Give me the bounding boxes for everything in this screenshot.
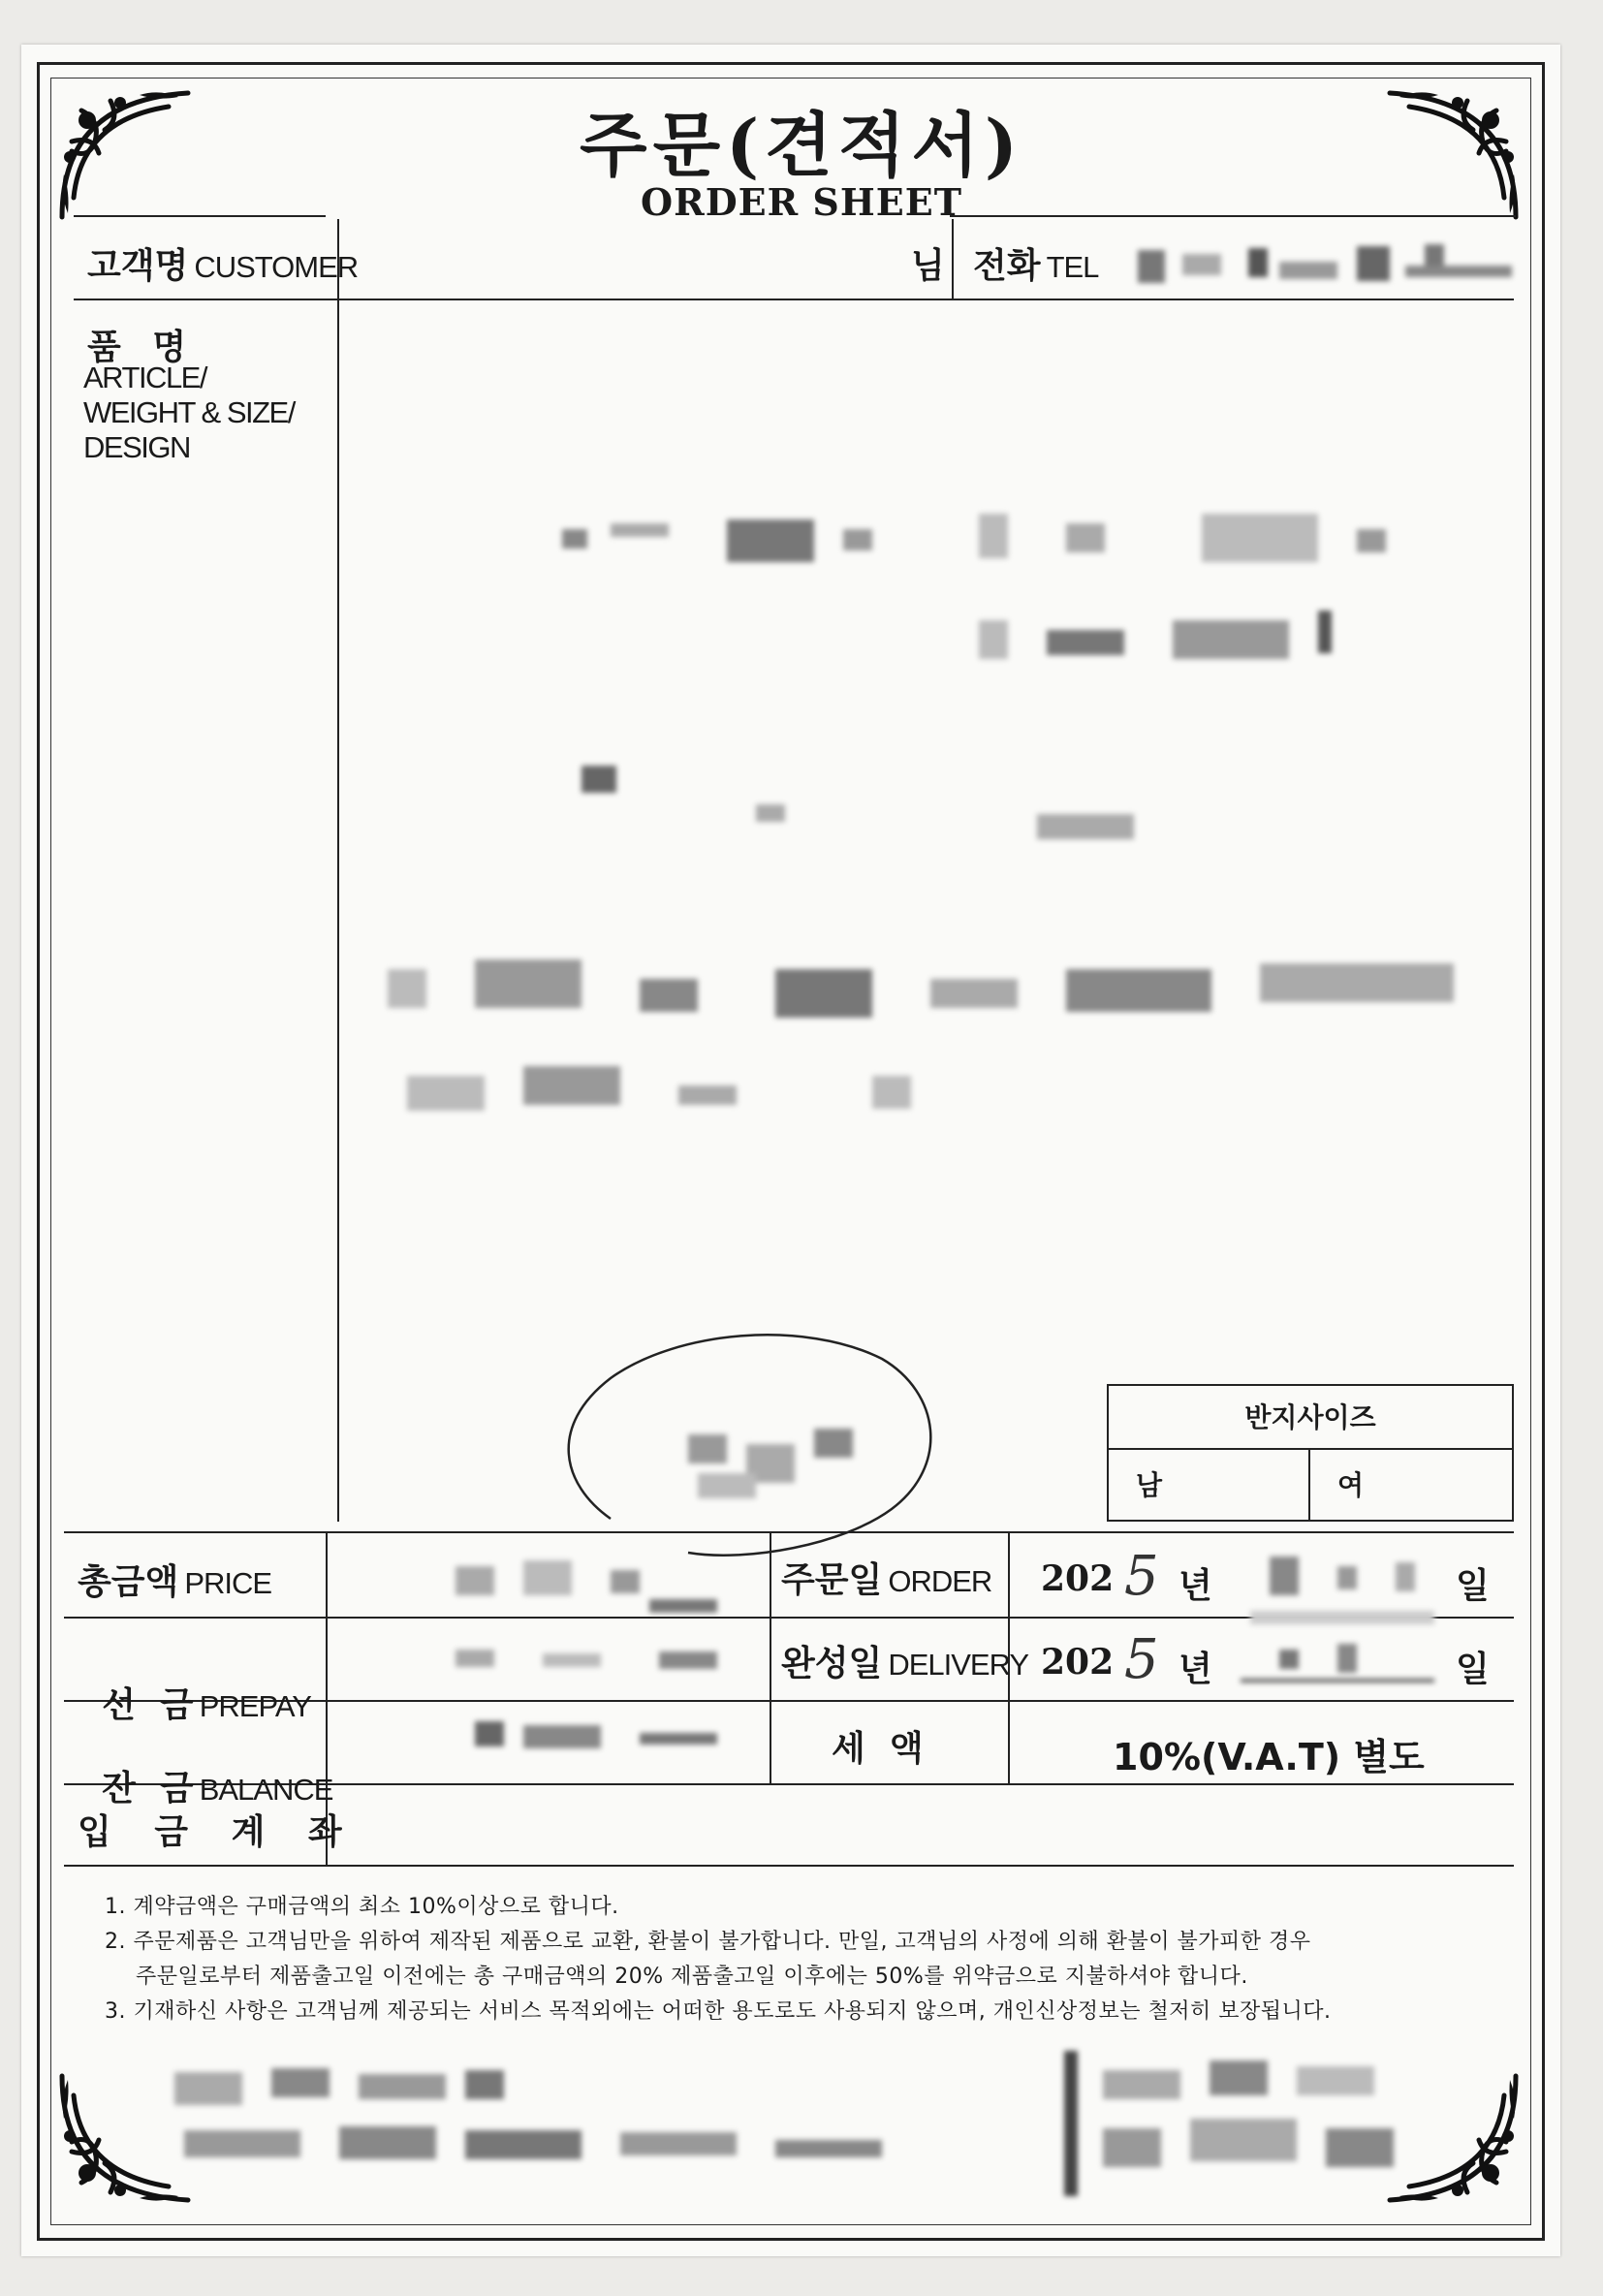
header-rule	[74, 215, 326, 217]
order-year-unit: 년	[1179, 1565, 1212, 1606]
delivery-date-label-ko: 완성일	[781, 1644, 883, 1683]
order-year-handwritten: 5	[1124, 1545, 1159, 1608]
customer-label-ko: 고객명	[87, 246, 189, 286]
balance-label	[78, 1721, 332, 1810]
column-rule	[770, 1531, 771, 1783]
article-label-en	[83, 361, 295, 465]
label-column-rule	[337, 219, 339, 1522]
customer-honorific: 님	[911, 246, 945, 286]
article-label-en-line1: ARTICLE/	[83, 361, 206, 394]
delivery-date-label-en: DELIVERY	[888, 1648, 1029, 1682]
ring-size-box	[1107, 1384, 1514, 1522]
tax-value: 10%(V.A.T) 별도	[1113, 1736, 1425, 1778]
price-label-en: PRICE	[184, 1566, 272, 1600]
balance-label-en: BALANCE	[199, 1773, 333, 1807]
terms-notes	[105, 1890, 1332, 2029]
row-rule	[74, 299, 1514, 300]
dates-redacted	[1241, 1543, 1454, 1698]
tel-label-ko: 전화	[973, 246, 1041, 286]
ring-size-title: 반지사이즈	[1109, 1386, 1512, 1450]
amounts-redacted	[446, 1547, 737, 1770]
article-label-ko: 품 명	[87, 328, 197, 367]
customer-label	[87, 238, 358, 288]
store-info-redacted	[174, 2062, 911, 2179]
prepay-label	[78, 1638, 311, 1727]
prepay-label-en: PREPAY	[199, 1689, 311, 1723]
price-label	[78, 1555, 271, 1604]
customer-label-en: CUSTOMER	[194, 250, 359, 284]
order-date-label-ko: 주문일	[781, 1560, 883, 1600]
delivery-year-unit: 년	[1179, 1649, 1212, 1689]
ring-size-female: 여	[1337, 1469, 1365, 1501]
document-title: 주문(견적서)	[580, 104, 1023, 186]
article-label-en-line2: WEIGHT & SIZE/	[83, 395, 295, 429]
delivery-year-handwritten: 5	[1124, 1628, 1159, 1691]
article-label-en-line3: DESIGN	[83, 430, 190, 464]
note-2: 2. 주문제품은 고객님만을 위하여 제작된 제품으로 교환, 환불이 불가합니다. 만일, 고객님의 사정에 의해 환불이 불가피한 경우	[105, 1930, 1311, 1954]
order-year-prefix: 202	[1041, 1558, 1115, 1599]
note-3: 3. 기재하신 사항은 고객님께 제공되는 서비스 목적외에는 어떠한 용도로도 사용되지 않으며, 개인신상정보는 철저히 보장됩니다.	[105, 1999, 1332, 2024]
prepay-label-ko: 선 금	[102, 1685, 194, 1725]
order-day-unit: 일	[1456, 1565, 1490, 1606]
delivery-year-prefix: 202	[1041, 1642, 1115, 1683]
order-date-label	[781, 1553, 991, 1602]
delivery-day-unit: 일	[1456, 1649, 1490, 1689]
tel-label	[973, 238, 1098, 288]
tel-label-en: TEL	[1046, 250, 1099, 284]
tax-label: 세 액	[832, 1729, 924, 1769]
price-label-ko: 총금액	[78, 1562, 179, 1602]
tel-redacted	[1134, 233, 1522, 300]
row-rule	[64, 1531, 1514, 1533]
stamp-redacted	[1064, 2051, 1432, 2196]
delivery-date-label	[781, 1636, 1028, 1685]
circled-text-redacted	[678, 1425, 901, 1512]
document-subtitle: ORDER SHEET	[641, 180, 962, 224]
divider	[952, 219, 954, 300]
article-content-redacted	[388, 485, 1541, 1163]
note-1: 1. 계약금액은 구매금액의 최소 10%이상으로 합니다.	[105, 1895, 619, 1919]
order-date-label-en: ORDER	[888, 1564, 992, 1598]
balance-label-ko: 잔 금	[102, 1769, 194, 1808]
header-rule	[950, 215, 1516, 217]
row-rule	[64, 1865, 1514, 1867]
ring-size-male: 남	[1109, 1450, 1310, 1522]
note-2-continued: 주문일로부터 제품출고일 이전에는 총 구매금액의 20% 제품출고일 이후에는 50%를 위약금으로 지불하셔야 합니다.	[136, 1965, 1248, 1989]
account-label: 입 금 계 좌	[78, 1812, 358, 1852]
